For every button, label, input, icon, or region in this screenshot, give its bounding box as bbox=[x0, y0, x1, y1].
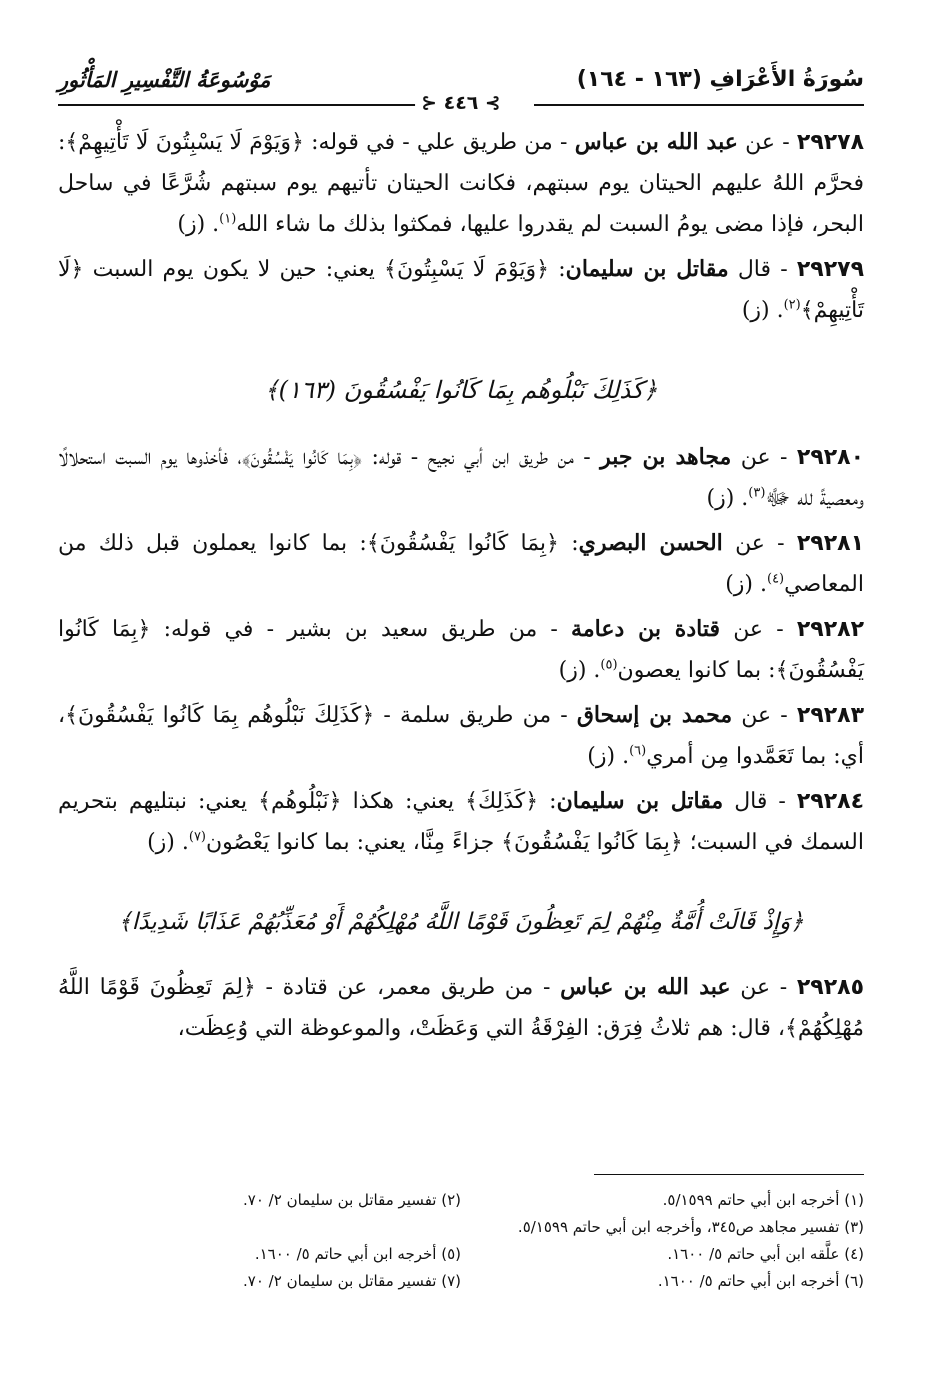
header-rule bbox=[58, 92, 864, 118]
page bbox=[58, 56, 865, 1290]
author: الحسن البصري bbox=[578, 530, 723, 556]
footnote-3: (٣) تفسير مجاهد ص٣٤٥، وأخرجه ابن أبي حاتم ٥/١٥٩٩. bbox=[517, 1218, 864, 1236]
entry-29279: ٢٩٢٧٩ - قال مقاتل بن سليمان: ﴿وَيَوْمَ لَا يَسْبِتُونَ﴾ يعني: حين لا يكون يوم السبت ﴿لَا تَأْتِيهِمْ﴾$^{(٢)}$. (ز) bbox=[58, 256, 864, 323]
author: مقاتل بن سليمان bbox=[556, 788, 724, 814]
footnote-1: (١) أخرجه ابن أبي حاتم ٥/١٥٩٩. bbox=[662, 1191, 864, 1209]
book-title: مَوْسُوعَةُ التَّفْسِيرِ المَأْثُورِ bbox=[58, 68, 271, 92]
surah-title: سُورَةُ الأَعْرَافِ (١٦٣ - ١٦٤) bbox=[576, 67, 864, 92]
entry-29285: ٢٩٢٨٥ - عن عبد الله بن عباس - من طريق معمر، عن قتادة - ﴿لِمَ تَعِظُونَ قَوْمًا اللَّهُ مُهْلِكُهُمْ﴾، قال: هم ثلاثُ فِرَق: الفِرْقَةُ التي وَعَظَتْ، والموعوظة التي وُعِظَت، bbox=[58, 974, 864, 1041]
author: عبد الله بن عباس bbox=[574, 129, 738, 155]
entry-29280: ٢٩٢٨٠ - عن مجاهد بن جبر - من طريق ابن أبي نجيح - قوله: ﴿بِمَا كَانُوا يَفْسُقُونَ﴾، فأخذوها يوم السبت استحلالًا ومعصيةً لله ﷻ$^{(٣)}$. (ز) bbox=[58, 444, 865, 511]
footnote-6: (٦) أخرجه ابن أبي حاتم ٥/ ١٦٠٠. bbox=[657, 1272, 864, 1290]
author: مقاتل بن سليمان bbox=[565, 256, 729, 282]
entry-29284: ٢٩٢٨٤ - قال مقاتل بن سليمان: ﴿كَذَلِكَ﴾ يعني: هكذا ﴿نَبْلُوهُم﴾ يعني: نبتليهم بتحريم السمك في السبت؛ ﴿بِمَا كَانُوا يَفْسُقُونَ﴾ جزاءً مِنَّا، يعني: بما كانوا يَعْصُون$^{(٧)}$. (ز) bbox=[58, 788, 865, 855]
footnote-2: (٢) تفسير مقاتل بن سليمان ٢/ ٧٠. bbox=[243, 1191, 461, 1209]
verse-163: ﴿كَذَلِكَ نَبْلُوهُم بِمَا كَانُوا يَفْسُقُونَ (١٦٣)﴾ bbox=[264, 376, 658, 404]
page-number: ⊱ ٤٤٦ ⊰ bbox=[415, 92, 507, 114]
footnote-rule bbox=[594, 1174, 864, 1175]
footnote-7: (٧) تفسير مقاتل بن سليمان ٢/ ٧٠. bbox=[243, 1272, 461, 1290]
running-header bbox=[58, 56, 864, 92]
author: قتادة بن دعامة bbox=[571, 616, 720, 642]
author: محمد بن إسحاق bbox=[576, 702, 733, 728]
entry-29282: ٢٩٢٨٢ - عن قتادة بن دعامة - من طريق سعيد بن بشير - في قوله: ﴿بِمَا كَانُوا يَفْسُقُونَ﴾: بما كانوا يعصون$^{(٥)}$. (ز) bbox=[58, 616, 865, 683]
author: مجاهد بن جبر bbox=[600, 444, 732, 470]
footnote-4: (٤) علَّقه ابن أبي حاتم ٥/ ١٦٠٠. bbox=[667, 1245, 864, 1263]
footnote-5: (٥) أخرجه ابن أبي حاتم ٥/ ١٦٠٠. bbox=[254, 1245, 461, 1263]
entry-29281: ٢٩٢٨١ - عن الحسن البصري: ﴿بِمَا كَانُوا يَفْسُقُونَ﴾: بما كانوا يعملون قبل ذلك من المعاصي$^{(٤)}$. (ز) bbox=[58, 530, 864, 597]
entry-29278: ٢٩٢٧٨ - عن عبد الله بن عباس - من طريق علي - في قوله: ﴿وَيَوْمَ لَا يَسْبِتُونَ لَا تَأْتِيهِمْ﴾: فحرَّم اللهُ عليهم الحيتان يوم سبتهم، فكانت الحيتان تأتيهم يوم سبتهم شُرَّعًا في ساحل البحر، فإذا مضى يومُ السبت لم يقدروا عليها، فمكثوا بذلك ما شاء الله$^{(١)}$. (ز) bbox=[58, 129, 865, 237]
entry-29283: ٢٩٢٨٣ - عن محمد بن إسحاق - من طريق سلمة - ﴿كَذَلِكَ نَبْلُوهُم بِمَا كَانُوا يَفْسُقُونَ﴾، أي: بما تَعَمَّدوا مِن أمري$^{(٦)}$. (ز) bbox=[58, 702, 865, 769]
footnotes-section bbox=[58, 1174, 864, 1295]
verse-164: ﴿وَإِذْ قَالَتْ أُمَّةٌ مِنْهُمْ لِمَ تَعِظُونَ قَوْمًا اللَّهُ مُهْلِكُهُمْ أَوْ مُعَذِّبُهُمْ عَذَابًا شَدِيدًا﴾ bbox=[118, 909, 804, 935]
author: عبد الله بن عباس bbox=[560, 974, 731, 1000]
